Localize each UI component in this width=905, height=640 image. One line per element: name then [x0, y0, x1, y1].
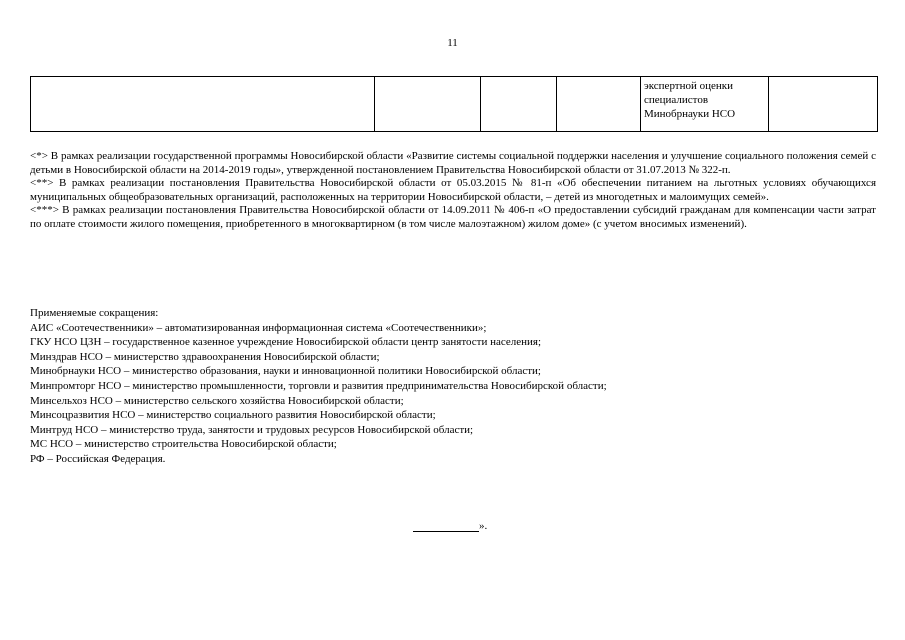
abbreviation-item: Минздрав НСО – министерство здравоохранения Новосибирской области; — [30, 350, 380, 363]
table-cell — [375, 77, 481, 132]
footnotes — [30, 150, 876, 231]
abbreviation-item: Минтруд НСО – министерство труда, занятости и трудовых ресурсов Новосибирской области; — [30, 423, 474, 436]
abbreviation-item: Минпромторг НСО – министерство промышленности, торговли и развития предпринимательства Новосибирской области; — [30, 379, 607, 392]
abbreviation-item: Минсоцразвития НСО – министерство социального развития Новосибирской области; — [30, 409, 436, 422]
abbreviation-item: МС НСО – министерство строительства Новосибирской области; — [30, 438, 337, 451]
footnote-3: <***> В рамках реализации постановления Правительства Новосибирской области от 14.09.2011 № 406-п «О предоставлении субсидий гражданам для компенсации части затрат по оплате стоимости жилого помещения, приобретенного в многоквартирном (в том числе малоэтажном) жилом доме» (с учетом вносимых изменений). — [30, 204, 876, 230]
abbreviation-item: Минобрнауки НСО – министерство образования, науки и инновационной политики Новосибирской области; — [30, 365, 541, 378]
page-number: 11 — [447, 37, 458, 49]
abbreviations-heading: Применяемые сокращения: — [30, 307, 159, 319]
closing-quote: ». — [479, 520, 488, 532]
abbreviation-item: РФ – Российская Федерация. — [30, 452, 166, 465]
table-cell — [557, 77, 641, 132]
abbreviation-item: ГКУ НСО ЦЗН – государственное казенное учреждение Новосибирской области центр занятости населения; — [30, 336, 542, 349]
signature-line — [413, 521, 479, 532]
abbreviation-item: Минсельхоз НСО – министерство сельского хозяйства Новосибирской области; — [30, 394, 404, 407]
table-cell — [481, 77, 557, 132]
table-row — [31, 77, 878, 132]
table-cell — [31, 77, 375, 132]
closing-mark — [413, 520, 487, 532]
continuation-table — [30, 76, 878, 132]
table-cell — [769, 77, 878, 132]
footnote-2: <**> В рамках реализации постановления Правительства Новосибирской области от 05.03.2015 № 81-п «Об обеспечении питанием на льготных условиях обучающихся муниципальных общеобразовательных организаций, расположенных на территории Новосибирской области, – детей из многодетных и малоимущих семей». — [30, 177, 876, 203]
footnote-1: <*> В рамках реализации государственной программы Новосибирской области «Развитие системы социальной поддержки населения и улучшение социального положения семей с детьми в Новосибирской области на 2014-2019 годы», утвержденной постановлением Правительства Новосибирской области от 31.07.2013 № 322-п. — [30, 150, 876, 176]
abbreviation-item: АИС «Соотечественники» – автоматизированная информационная система «Соотечественники»; — [30, 321, 487, 334]
abbreviations-list — [30, 306, 876, 467]
table-cell: экспертной оценки специалистов Минобрнауки НСО — [641, 77, 769, 132]
